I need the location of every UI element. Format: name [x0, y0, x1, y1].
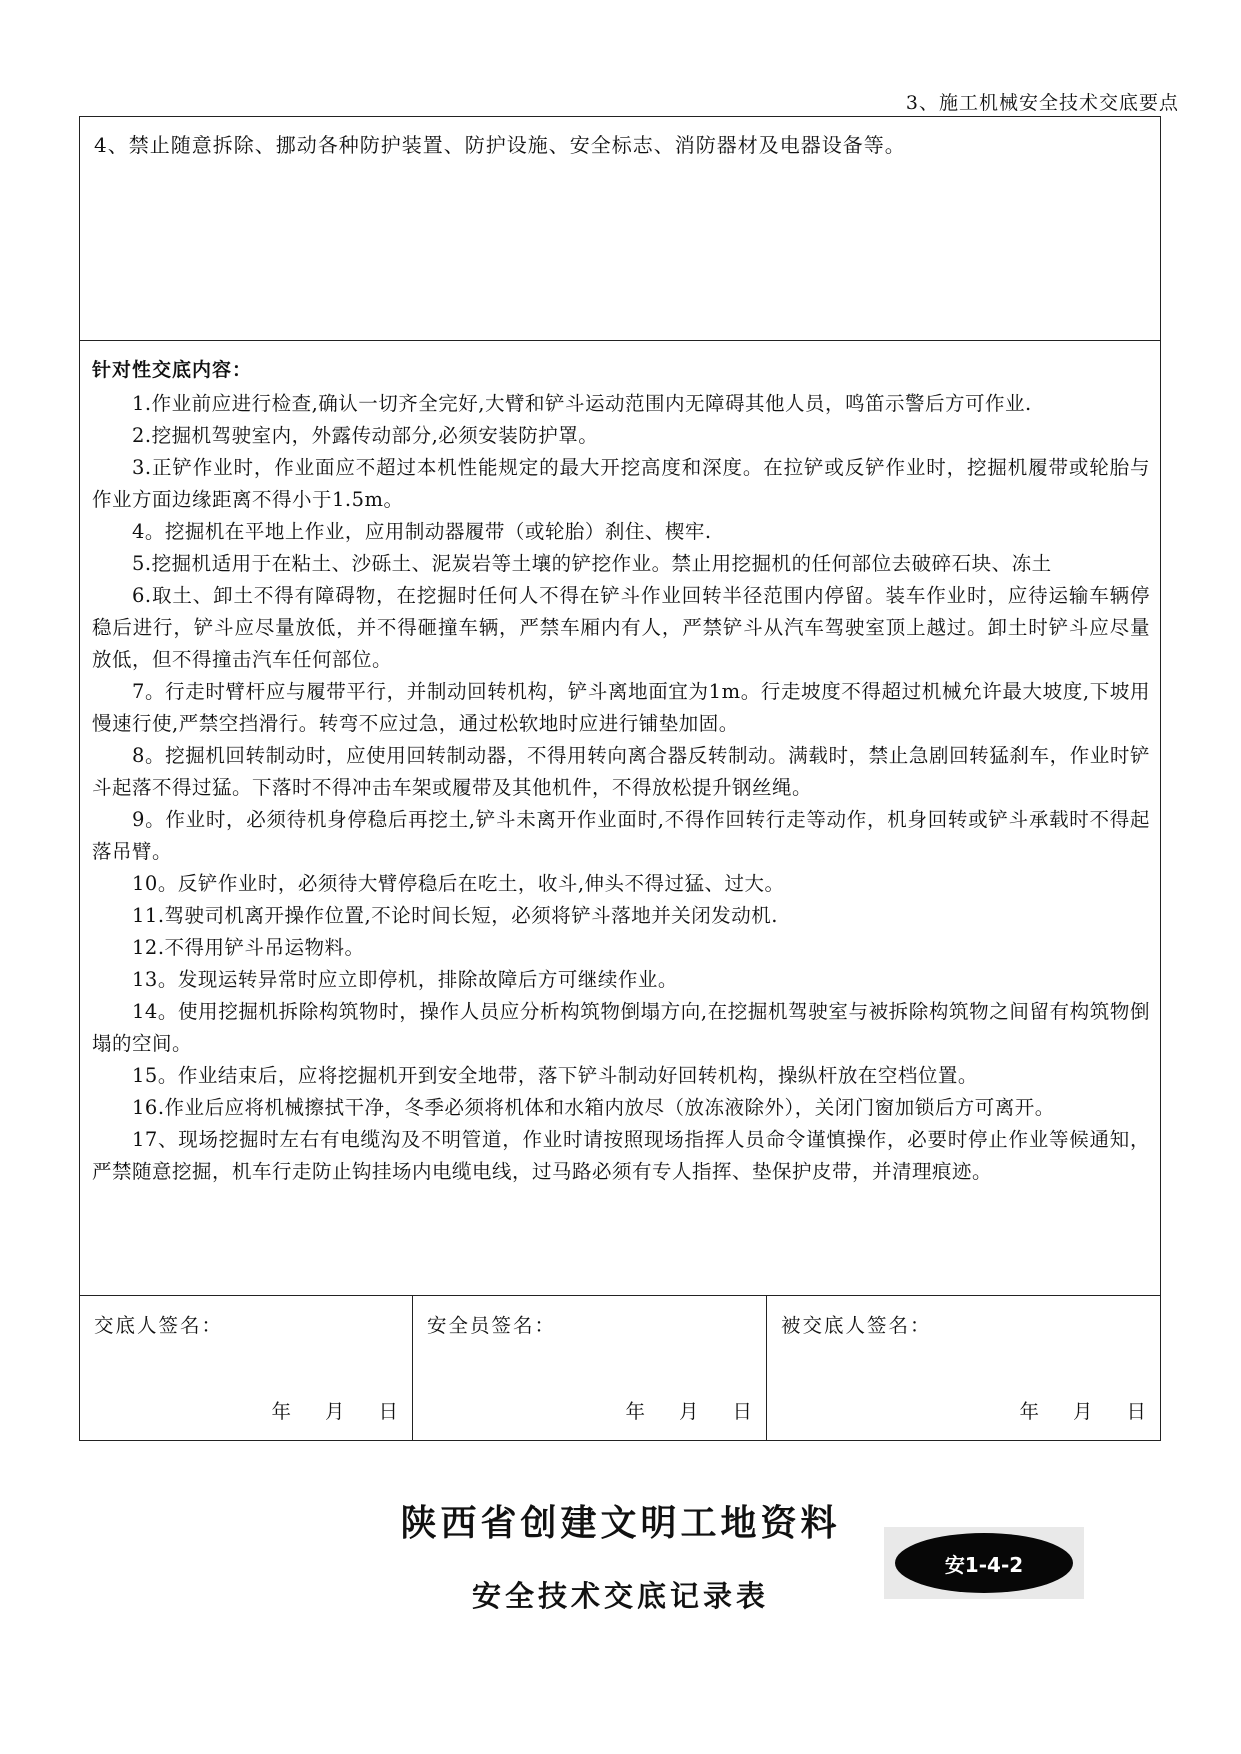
content-paragraph: 5.挖掘机适用于在粘土、沙砾土、泥炭岩等土壤的铲挖作业。禁止用挖掘机的任何部位去破碎石块、冻土 [132, 552, 1052, 575]
content-paragraph: 9。作业时，必须待机身停稳后再挖土,铲斗未离开作业面时,不得作回转行走等动作，机身回转或铲斗承载时不得起落吊臂。 [92, 808, 1150, 863]
month-label: 月 [1072, 1400, 1093, 1423]
safety-officer-signature-label: 安全员签名： [427, 1314, 557, 1337]
day-label: 日 [1126, 1400, 1146, 1423]
section-title: 针对性交底内容： [92, 359, 253, 381]
month-label: 月 [324, 1400, 345, 1423]
briefing-table [79, 116, 1161, 1441]
day-label: 日 [378, 1400, 398, 1423]
content-paragraph: 4。挖掘机在平地上作业，应用制动器履带（或轮胎）刹住、楔牢. [132, 520, 712, 543]
content-paragraph: 2.挖掘机驾驶室内，外露传动部分,必须安装防护罩。 [132, 424, 599, 447]
form-code-badge-frame [884, 1527, 1084, 1599]
content-paragraph: 15。作业结束后，应将挖掘机开到安全地带，落下铲斗制动好回转机构，操纵杆放在空档位置。 [132, 1064, 978, 1087]
top-row-text: 4、禁止随意拆除、挪动各种防护装置、防护设施、安全标志、消防器材及电器设备等。 [80, 117, 1160, 341]
signature-date [271, 1396, 398, 1424]
discloser-signature-label: 交底人签名： [94, 1314, 224, 1337]
targeted-content-section [80, 341, 1160, 1296]
content-paragraph: 13。发现运转异常时应立即停机，排除故障后方可继续作业。 [132, 968, 678, 991]
year-label: 年 [625, 1400, 645, 1423]
signature-row [80, 1296, 1160, 1440]
signature-date [625, 1396, 752, 1424]
form-code-badge: 安1-4-2 [895, 1533, 1073, 1593]
content-paragraph: 10。反铲作业时，必须待大臂停稳后在吃土，收斗,伸头不得过猛、过大。 [132, 872, 785, 895]
safety-officer-signature-cell[interactable] [413, 1296, 767, 1440]
content-paragraph: 12.不得用铲斗吊运物料。 [132, 936, 365, 959]
day-label: 日 [732, 1400, 752, 1423]
recipient-signature-cell[interactable] [767, 1296, 1160, 1440]
content-paragraph: 16.作业后应将机械擦拭干净，冬季必须将机体和水箱内放尽（放冻液除外），关闭门窗加锁后方可离开。 [132, 1096, 1055, 1119]
signature-date [1019, 1396, 1146, 1424]
content-paragraph: 6.取土、卸土不得有障碍物，在挖掘时任何人不得在铲斗作业回转半径范围内停留。装车作业时，应待运输车辆停稳后进行，铲斗应尽量放低，并不得砸撞车辆，严禁车厢内有人，严禁铲斗从汽车驾驶室顶上越过。卸土时铲斗应尽量放低，但不得撞击汽车任何部位。 [92, 584, 1150, 671]
content-paragraph: 14。使用挖掘机拆除构筑物时，操作人员应分析构筑物倒塌方向,在挖掘机驾驶室与被拆除构筑物之间留有构筑物倒塌的空间。 [92, 1000, 1150, 1055]
document-title: 陕西省创建文明工地资料 [400, 1503, 841, 1544]
month-label: 月 [678, 1400, 699, 1423]
discloser-signature-cell[interactable] [80, 1296, 413, 1440]
year-label: 年 [271, 1400, 291, 1423]
recipient-signature-label: 被交底人签名： [781, 1314, 932, 1337]
content-paragraph: 1.作业前应进行检查,确认一切齐全完好,大臂和铲斗运动范围内无障碍其他人员，鸣笛示警后方可作业. [132, 392, 1032, 415]
content-paragraph: 3.正铲作业时，作业面应不超过本机性能规定的最大开挖高度和深度。在拉铲或反铲作业时，挖掘机履带或轮胎与作业方面边缘距离不得小于1.5m。 [92, 456, 1150, 511]
content-paragraph: 7。行走时臂杆应与履带平行，并制动回转机构，铲斗离地面宜为1m。行走坡度不得超过机械允许最大坡度,下坡用慢速行使,严禁空挡滑行。转弯不应过急，通过松软地时应进行铺垫加固。 [92, 680, 1150, 735]
page-header: 3、施工机械安全技术交底要点 [905, 92, 1179, 114]
document-subtitle: 安全技术交底记录表 [471, 1579, 769, 1613]
year-label: 年 [1019, 1400, 1039, 1423]
content-paragraph: 17、现场挖掘时左右有电缆沟及不明管道，作业时请按照现场指挥人员命令谨慎操作，必要时停止作业等候通知，严禁随意挖掘，机车行走防止钩挂场内电缆电线，过马路必须有专人指挥、垫保护皮带，并清理痕迹。 [92, 1128, 1150, 1183]
content-paragraph: 8。挖掘机回转制动时，应使用回转制动器，不得用转向离合器反转制动。满载时，禁止急剧回转猛刹车，作业时铲斗起落不得过猛。下落时不得冲击车架或履带及其他机件，不得放松提升钢丝绳。 [92, 744, 1150, 799]
content-paragraph: 11.驾驶司机离开操作位置,不论时间长短，必须将铲斗落地并关闭发动机. [132, 904, 778, 927]
